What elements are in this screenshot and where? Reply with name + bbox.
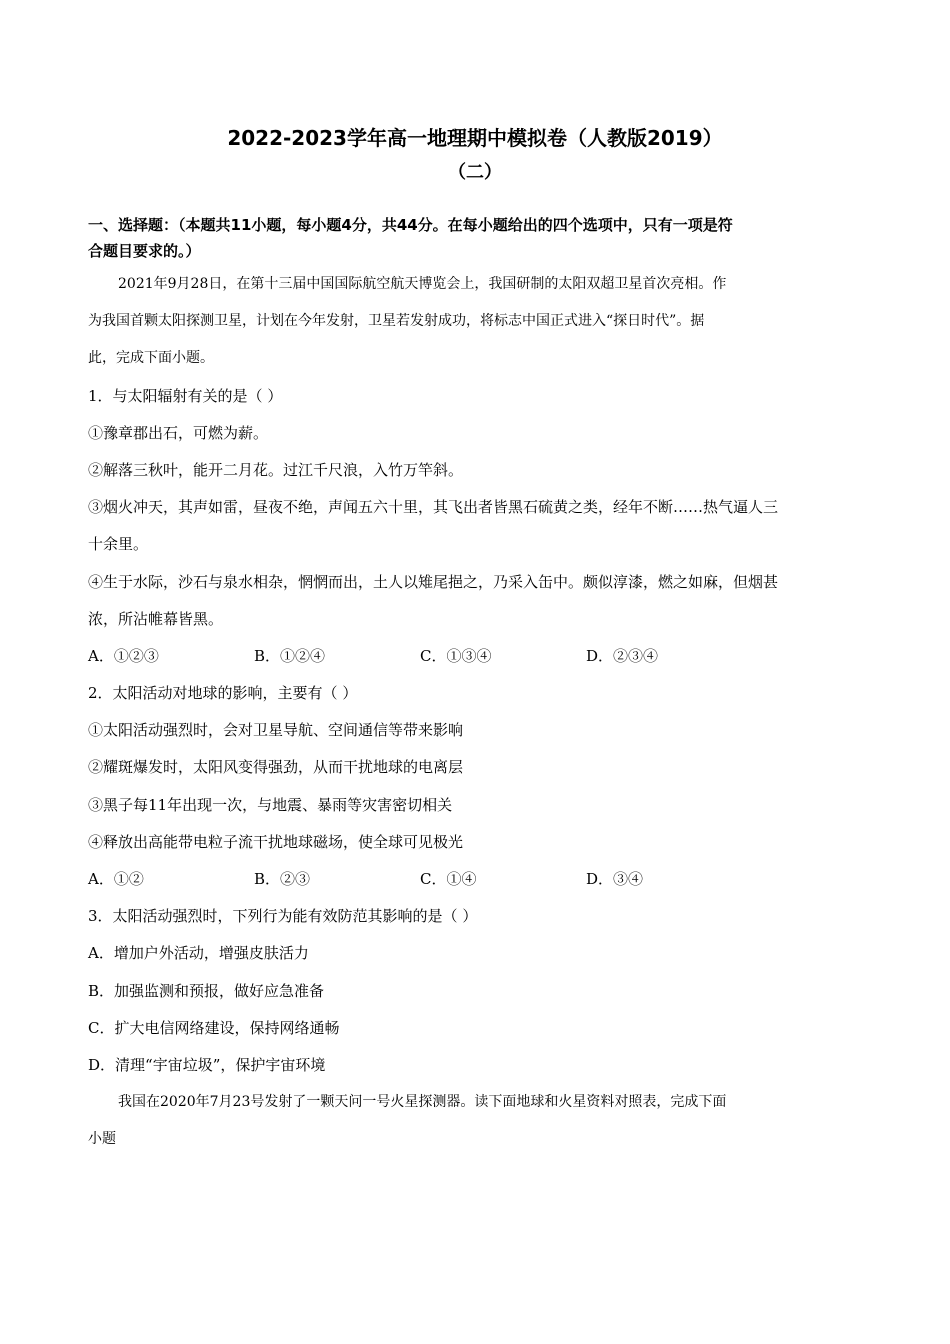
- question-item: ④生于水际，沙石与泉水相杂，惘惘而出，土人以雉尾挹之，乃采入缶中。颇似淳漆，燃之如麻，但烟甚: [88, 572, 779, 591]
- passage-line: 小题: [88, 1131, 116, 1148]
- question-item: ③黑子每11年出现一次，与地震、暴雨等灾害密切相关: [88, 795, 453, 814]
- question-2: [88, 675, 864, 898]
- option-d: D．③④: [586, 870, 644, 888]
- choice-d: D．清理“宇宙垃圾”，保护宇宙环境: [88, 1055, 326, 1074]
- intro-passage-1: [88, 266, 864, 378]
- choice-c: C．扩大电信网络建设，保持网络通畅: [88, 1018, 340, 1037]
- question-item: 浓，所沾帷幕皆黑。: [88, 609, 224, 628]
- answer-options: [88, 861, 864, 898]
- choice-a: A．增加户外活动，增强皮肤活力: [88, 944, 309, 963]
- option-a: A．①②: [88, 870, 144, 888]
- passage-line: 此，完成下面小题。: [88, 350, 214, 367]
- question-stem: 3．太阳活动强烈时，下列行为能有效防范其影响的是（ ）: [88, 907, 478, 926]
- passage-line: 为我国首颗太阳探测卫星，计划在今年发射，卫星若发射成功，将标志中国正式进入“探日时代”。据: [88, 313, 705, 330]
- option-c: C．①③④: [420, 646, 492, 665]
- section-heading-line: 一、选择题：（本题共11小题，每小题4分，共44分。在每小题给出的四个选项中，只有一项是符: [88, 216, 733, 234]
- question-item: 十余里。: [88, 535, 149, 554]
- question-1: [88, 378, 864, 676]
- intro-passage-2: [88, 1084, 864, 1158]
- question-stem: 2．太阳活动对地球的影响，主要有（ ）: [88, 684, 358, 703]
- option-d: D．②③④: [586, 646, 659, 665]
- section-heading-line: 合题目要求的。）: [88, 242, 201, 260]
- question-item: ①太阳活动强烈时，会对卫星导航、空间通信等带来影响: [88, 721, 464, 740]
- question-item: ④释放出高能带电粒子流干扰地球磁场，使全球可见极光: [88, 832, 464, 851]
- question-item: ③烟火冲天，其声如雷，昼夜不绝，声闻五六十里，其飞出者皆黑石硫黄之类，经年不断……热气逼人三: [88, 498, 779, 517]
- answer-options: [88, 638, 864, 675]
- choice-b: B．加强监测和预报，做好应急准备: [88, 981, 325, 1000]
- passage-line: 我国在2020年7月23号发射了一颗天问一号火星探测器。读下面地球和火星资料对照表，完成下面: [118, 1094, 727, 1111]
- exam-subtitle: （二）: [448, 162, 502, 183]
- exam-body: [88, 266, 864, 1159]
- question-item: ②耀斑爆发时，太阳风变得强劲，从而干扰地球的电离层: [88, 758, 464, 777]
- option-a: A．①②③: [88, 646, 159, 665]
- question-item: ②解落三秋叶，能开二月花。过江千尺浪，入竹万竿斜。: [88, 460, 464, 479]
- option-b: B．①②④: [254, 646, 326, 665]
- question-item: ①豫章郡出石，可燃为薪。: [88, 423, 269, 442]
- passage-line: 2021年9月28日，在第十三届中国国际航空航天博览会上，我国研制的太阳双超卫星首次亮相。作: [118, 276, 727, 292]
- option-c: C．①④: [420, 870, 477, 888]
- question-3: [88, 898, 864, 1084]
- section-heading: [88, 212, 868, 264]
- exam-title: 2022-2023学年高一地理期中模拟卷（人教版2019）: [227, 126, 723, 150]
- option-b: B．②③: [254, 870, 311, 888]
- question-stem: 1．与太阳辐射有关的是（ ）: [88, 386, 283, 405]
